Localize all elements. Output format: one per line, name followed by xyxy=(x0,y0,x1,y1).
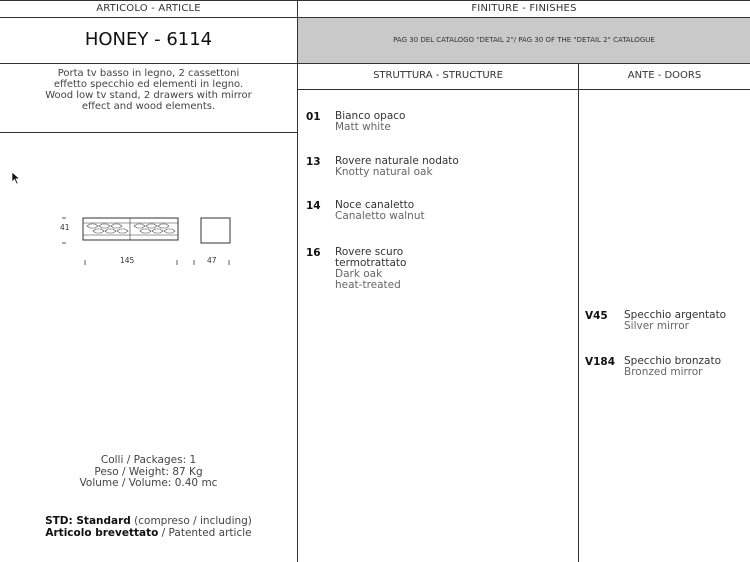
description-en-line2: effect and wood elements. xyxy=(81,101,216,112)
finish-name-en: Matt white xyxy=(335,121,391,133)
finish-name-en: Knotty natural oak xyxy=(335,166,433,178)
finish-name-it: Specchio bronzato xyxy=(624,355,721,367)
description-divider xyxy=(0,132,298,133)
description-it-line2: effetto specchio ed elementi in legno. xyxy=(53,79,244,90)
finish-name-en: Canaletto walnut xyxy=(335,210,425,222)
finish-name-en: Silver mirror xyxy=(624,320,689,332)
finish-name xyxy=(335,247,406,291)
finish-name-it: Rovere naturale nodato xyxy=(335,155,459,167)
finish-code: V184 xyxy=(585,356,616,368)
description-it-line1: Porta tv basso in legno, 2 cassettoni xyxy=(57,68,240,79)
title-divider xyxy=(0,63,750,64)
legend-patented-label: Articolo brevettato xyxy=(45,526,159,539)
left-column-border xyxy=(297,0,298,562)
finish-code: 16 xyxy=(306,247,321,259)
shipping-info xyxy=(0,455,297,490)
finish-name-it-line2: termotrattato xyxy=(335,257,407,269)
packages-count: Colli / Packages: 1 xyxy=(100,454,197,466)
description-en-line1: Wood low tv stand, 2 drawers with mirror xyxy=(45,90,252,101)
dimension-depth: 47 xyxy=(207,256,217,265)
finish-name xyxy=(335,200,425,222)
legend xyxy=(0,516,297,539)
finish-name xyxy=(335,156,459,178)
dimension-width: 145 xyxy=(120,256,135,265)
structure-column-header: STRUTTURA - STRUCTURE xyxy=(373,70,503,81)
volume-value: Volume / Volume: 0.40 mc xyxy=(79,477,218,489)
doors-column-header: ANTE - DOORS xyxy=(627,70,702,81)
finish-name-it: Specchio argentato xyxy=(624,309,727,321)
article-header: ARTICOLO - ARTICLE xyxy=(96,3,201,14)
finish-name-it: Bianco opaco xyxy=(335,110,406,122)
finish-code: 01 xyxy=(306,111,321,123)
finish-name-it: Noce canaletto xyxy=(335,199,415,211)
product-description xyxy=(0,68,297,112)
legend-patented-text: / Patented article xyxy=(158,526,252,539)
catalog-note xyxy=(298,18,750,63)
finish-name-it-line1: Rovere scuro xyxy=(335,246,404,258)
doors-column-border xyxy=(578,64,579,562)
dimension-height: 41 xyxy=(60,223,70,232)
finish-code: 13 xyxy=(306,156,321,168)
finish-code: V45 xyxy=(585,310,608,322)
finish-name-en-line2: heat-treated xyxy=(335,279,401,291)
finish-code: 14 xyxy=(306,200,321,212)
finish-name xyxy=(335,111,405,133)
subheader-divider xyxy=(297,89,750,90)
finish-name-en-line1: Dark oak xyxy=(335,268,383,280)
legend-standard-text: (compreso / including) xyxy=(130,515,252,527)
finish-name-en: Bronzed mirror xyxy=(624,366,703,378)
finish-name xyxy=(624,310,726,332)
weight-value: Peso / Weight: 87 Kg xyxy=(94,465,203,478)
mouse-cursor-icon xyxy=(11,171,21,185)
top-border xyxy=(0,0,750,1)
finishes-header: FINITURE - FINISHES xyxy=(471,3,577,14)
legend-patented xyxy=(0,528,297,540)
finish-name xyxy=(624,356,721,378)
legend-standard-label: STD: Standard xyxy=(45,515,131,527)
product-title: HONEY - 6114 xyxy=(84,29,213,50)
catalog-note-text: PAG 30 DEL CATALOGO "DETAIL 2"/ PAG 30 OF THE "DETAIL 2" CATALOGUE xyxy=(393,36,655,44)
